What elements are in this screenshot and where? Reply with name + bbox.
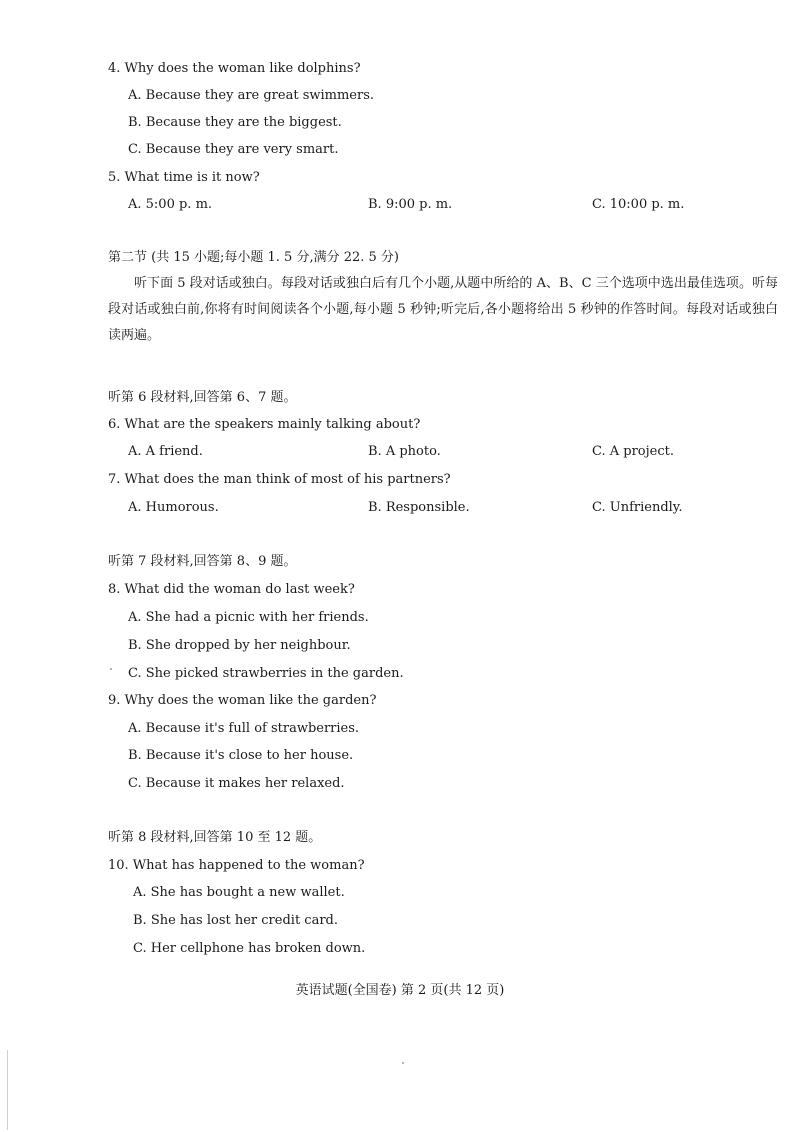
question-4-stem: 4. Why does the woman like dolphins? [108, 61, 361, 76]
section-2-instructions-text: 听下面 5 段对话或独白。每段对话或独白后有几个小题,从题中所给的 A、B、C 三个选项中选出最佳选项。听每段对话或独白前,你将有时间阅读各个小题,每小题 5 秒钟;听完后,各小题将给出 5 秒钟的作答时间。每段对话或独白读两遍。 [108, 276, 778, 343]
question-7-stem: 7. What does the man think of most of his partners? [108, 472, 451, 487]
question-5-option-b: B. 9:00 p. m. [368, 197, 453, 212]
question-4-option-a: A. Because they are great swimmers. [128, 88, 375, 103]
question-4-option-c: C. Because they are very smart. [128, 142, 339, 157]
question-6-option-c: C. A project. [592, 444, 674, 459]
question-5-option-a: A. 5:00 p. m. [128, 197, 213, 212]
question-8-stem: 8. What did the woman do last week? [108, 582, 355, 597]
question-6-stem: 6. What are the speakers mainly talking about? [108, 417, 421, 432]
question-8-option-a: A. She had a picnic with her friends. [128, 610, 369, 625]
question-9-stem: 9. Why does the woman like the garden? [108, 693, 377, 708]
question-10-option-a: A. She has bought a new wallet. [133, 885, 345, 900]
material-6-label: 听第 6 段材料,回答第 6、7 题。 [108, 390, 297, 405]
scan-speck [110, 668, 112, 670]
scan-speck [402, 1062, 404, 1064]
question-10-option-c: C. Her cellphone has broken down. [133, 941, 366, 956]
question-10-stem: 10. What has happened to the woman? [108, 858, 365, 873]
question-5-stem: 5. What time is it now? [108, 170, 260, 185]
question-7-option-b: B. Responsible. [368, 500, 470, 515]
section-2-instructions [108, 271, 778, 349]
question-6-option-a: A. A friend. [128, 444, 203, 459]
scan-edge-line [7, 1050, 8, 1130]
question-9-option-b: B. Because it's close to her house. [128, 748, 354, 763]
question-8-option-b: B. She dropped by her neighbour. [128, 638, 351, 653]
material-7-label: 听第 7 段材料,回答第 8、9 题。 [108, 554, 297, 569]
page-footer: 英语试题(全国卷) 第 2 页(共 12 页) [295, 983, 505, 998]
question-10-option-b: B. She has lost her credit card. [133, 913, 338, 928]
material-8-label: 听第 8 段材料,回答第 10 至 12 题。 [108, 830, 322, 845]
question-8-option-c: C. She picked strawberries in the garden. [128, 666, 404, 681]
question-4-option-b: B. Because they are the biggest. [128, 115, 342, 130]
section-2-heading: 第二节 (共 15 小题;每小题 1. 5 分,满分 22. 5 分) [108, 250, 400, 265]
question-5-option-c: C. 10:00 p. m. [592, 197, 685, 212]
question-9-option-a: A. Because it's full of strawberries. [128, 721, 360, 736]
question-6-option-b: B. A photo. [368, 444, 441, 459]
question-9-option-c: C. Because it makes her relaxed. [128, 776, 345, 791]
question-7-option-a: A. Humorous. [128, 500, 219, 515]
question-7-option-c: C. Unfriendly. [592, 500, 683, 515]
